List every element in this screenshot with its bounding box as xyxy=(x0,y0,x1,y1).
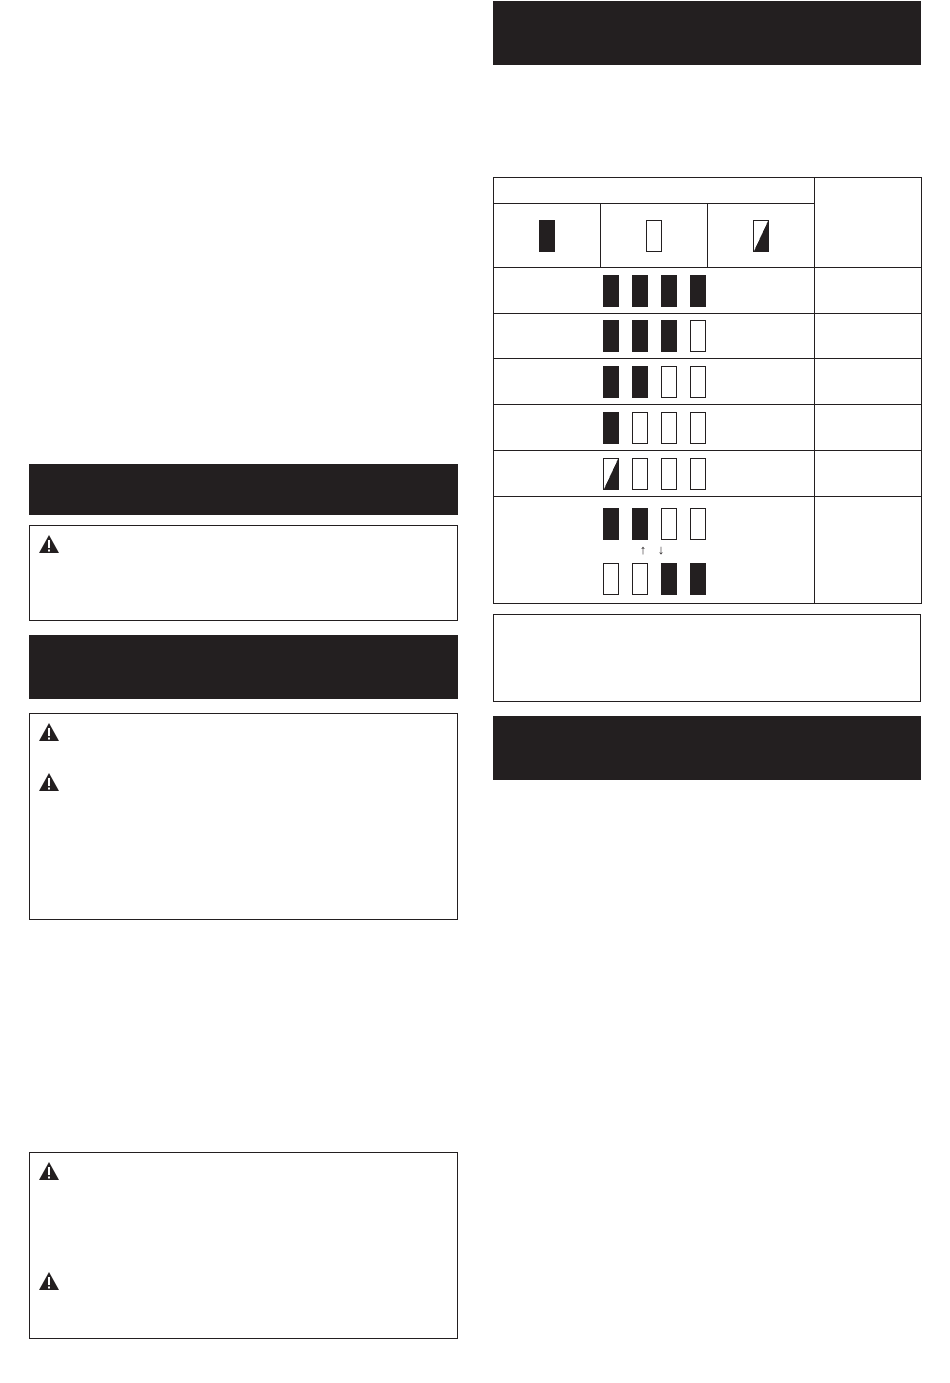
lamp-on-icon xyxy=(603,366,619,398)
alternating-arrows: ↑ ↓ xyxy=(639,541,669,557)
capacity-cell xyxy=(815,405,922,451)
capacity-cell xyxy=(815,314,922,359)
section-heading-bar-3 xyxy=(493,1,921,65)
lamp-on-icon xyxy=(632,508,648,540)
section-heading-bar-2 xyxy=(29,635,458,699)
lamp-off-icon xyxy=(646,220,662,252)
lamp-on-icon xyxy=(690,563,706,595)
table-row xyxy=(494,405,922,451)
lamp-on-icon xyxy=(632,320,648,352)
legend-lighted xyxy=(494,204,601,268)
lamp-off-icon xyxy=(690,366,706,398)
lamp-on-icon xyxy=(661,563,677,595)
lamp-group xyxy=(494,268,815,314)
table-row xyxy=(494,314,922,359)
lamp-off-icon xyxy=(690,412,706,444)
warning-box-1 xyxy=(29,525,458,621)
lamp-off-icon xyxy=(632,412,648,444)
capacity-cell xyxy=(815,268,922,314)
lamp-off-icon xyxy=(661,508,677,540)
remaining-capacity-header-cell xyxy=(815,178,922,268)
legend-blinking xyxy=(708,204,815,268)
lamp-off-icon xyxy=(661,412,677,444)
lamp-on-icon xyxy=(632,366,648,398)
lamp-group xyxy=(494,314,815,359)
lamp-off-icon xyxy=(661,458,677,490)
lamp-group xyxy=(494,359,815,405)
lamp-group xyxy=(494,405,815,451)
lamp-on-icon xyxy=(661,275,677,307)
lamp-off-icon xyxy=(690,458,706,490)
lamp-on-icon xyxy=(603,275,619,307)
section-heading-bar-1 xyxy=(29,464,458,515)
battery-indicator-table xyxy=(493,177,922,604)
table-row xyxy=(494,497,922,604)
lamp-group xyxy=(494,451,815,497)
table-row xyxy=(494,359,922,405)
lamp-on-icon xyxy=(539,220,555,252)
lamp-off-icon xyxy=(603,563,619,595)
warning-box-3 xyxy=(29,1152,458,1339)
lamp-off-icon xyxy=(661,366,677,398)
lamp-on-icon xyxy=(603,412,619,444)
lamp-off-icon xyxy=(690,320,706,352)
table-row xyxy=(494,451,922,497)
lamp-group-alternating xyxy=(494,497,815,604)
capacity-cell xyxy=(815,497,922,604)
lamp-off-icon xyxy=(632,563,648,595)
lamp-on-icon xyxy=(603,508,619,540)
lamp-on-icon xyxy=(632,275,648,307)
lamp-off-icon xyxy=(690,508,706,540)
indicator-header-cell xyxy=(494,178,815,204)
lamp-off-icon xyxy=(632,458,648,490)
table-row xyxy=(494,268,922,314)
lamp-on-icon xyxy=(661,320,677,352)
note-box xyxy=(493,614,921,702)
lamp-on-icon xyxy=(603,320,619,352)
capacity-cell xyxy=(815,451,922,497)
lamp-blinking-icon xyxy=(753,220,769,252)
capacity-cell xyxy=(815,359,922,405)
warning-box-2 xyxy=(29,713,458,920)
legend-off xyxy=(601,204,708,268)
lamp-on-icon xyxy=(690,275,706,307)
section-heading-bar-4 xyxy=(493,716,921,780)
lamp-blinking-icon xyxy=(603,458,619,490)
